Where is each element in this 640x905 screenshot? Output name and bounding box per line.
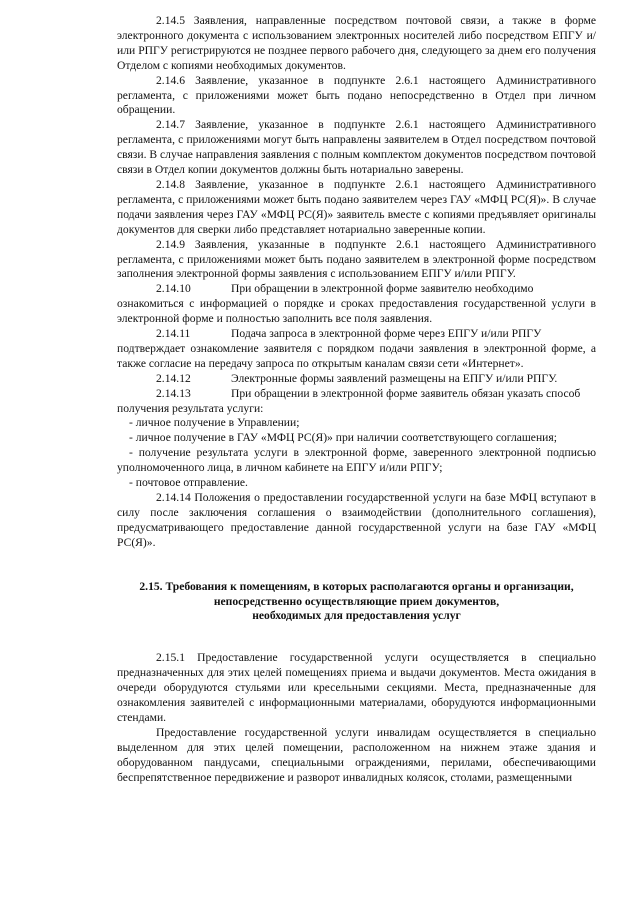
paragraph-2-14-10-continuation: ознакомиться с информацией о порядке и сроках предоставления государственной услуги в электронной форме и полностью заполнить все поля заявления. [117, 297, 596, 326]
paragraph-2-14-13-first-line [117, 387, 596, 402]
list-item: - почтовое отправление. [129, 476, 248, 490]
paragraph-text: При обращении в электронной форме заявитель обязан указать способ [231, 386, 581, 400]
paragraph-2-14-11-continuation: подтверждает ознакомление заявителя с порядком подачи заявления в электронной форме, а также согласие на передачу запроса по открытым каналам связи сети «Интернет». [117, 341, 596, 370]
list-item: - личное получение в ГАУ «МФЦ РС(Я)» при наличии соответствующего соглашения; [129, 431, 557, 445]
paragraph-number: 2.14.13 [156, 386, 191, 400]
heading-line: необходимых для предоставления услуг [252, 609, 461, 623]
paragraph-disabled-access: Предоставление государственной услуги инвалидам осуществляется в специально выделенном для этих целей помещении, расположенном на нижнем этаже здания и оборудованном пандусами, специальными ограждениями, перилами, обеспечивающими беспрепятственное передвижение и разворот инвалидных колясок, столами, размещенными [117, 725, 596, 784]
list-item: - получение результата услуги в электронной форме, заверенного электронной подписью уполномоченного лица, в личном кабинете на ЕПГУ и/или РПГУ; [117, 446, 596, 475]
paragraph-number: 2.14.10 [156, 282, 191, 296]
paragraph-2-14-7: 2.14.7 Заявление, указанное в подпункте 2.6.1 настоящего Административного регламента, с приложениями могут быть направлены заявителем в Отдел посредством почтовой связи. В случае направления заявления с полным комплектом документов посредством почтовой связи в Отдел копии документов должны быть нотариально заверены. [117, 118, 596, 177]
paragraph-2-14-6: 2.14.6 Заявление, указанное в подпункте 2.6.1 настоящего Административного регламента, с приложениями может быть подано непосредственно в Отдел при личном обращении. [117, 73, 596, 117]
paragraph-2-14-12 [117, 372, 596, 387]
heading-line: непосредственно осуществляющие прием документов, [213, 594, 500, 608]
paragraph-2-14-8: 2.14.8 Заявление, указанное в подпункте 2.6.1 настоящего Административного регламента, с приложениями может быть подано заявителем через ГАУ «МФЦ РС(Я)». В случае подачи заявления через ГАУ «МФЦ РС(Я)» заявитель вместе с копиями предъявляет оригиналы документов для сверки либо представляет нотариально заверенные копии. [117, 177, 596, 236]
paragraph-number: 2.14.11 [156, 327, 191, 341]
paragraph-2-14-11-first-line [117, 327, 596, 342]
paragraph-text: Подача запроса в электронной форме через ЕПГУ и/или РПГУ [231, 327, 542, 341]
heading-line: 2.15. Требования к помещениям, в которых располагаются органы и организации, [139, 579, 574, 593]
paragraph-2-14-14: 2.14.14 Положения о предоставлении государственной услуги на базе МФЦ вступают в силу после заключения соглашения о взаимодействии (дополнительного соглашения), предусматривающего предоставление данной государственной услуги на базе ГАУ «МФЦ РС(Я)». [117, 491, 596, 549]
paragraph-2-14-5: 2.14.5 Заявления, направленные посредством почтовой связи, а также в форме электронного документа с использованием электронных носителей либо посредством ЕПГУ и/или РПГУ регистрируются не позднее первого рабочего дня, следующего за днем его получения Отделом с копиями необходимых документов. [117, 14, 596, 72]
paragraph-text: При обращении в электронной форме заявителю необходимо [231, 282, 534, 296]
list-item: - личное получение в Управлении; [129, 416, 300, 430]
paragraph-number: 2.14.12 [156, 371, 191, 385]
paragraph-2-14-9: 2.14.9 Заявления, указанные в подпункте 2.6.1 настоящего Административного регламента, с приложениями может быть подано заявителем в электронной форме посредством заполнения электронной формы заявления с использованием ЕПГУ и/или РПГУ. [117, 237, 596, 281]
paragraph-text: Электронные формы заявлений размещены на ЕПГУ и/или РПГУ. [231, 371, 558, 385]
section-heading-2-15 [117, 580, 596, 625]
paragraph-2-15-1: 2.15.1 Предоставление государственной услуги осуществляется в специально предназначенных для этих целей помещениях приема и выдачи документов. Места ожидания в очереди оборудуются стульями или кресельными секциями. Места, предназначенные для ознакомления заявителей с информационными материалами, оборудуются информационными стендами. [117, 651, 596, 724]
paragraph-2-14-10-first-line [117, 282, 596, 297]
paragraph-2-14-13-continuation: получения результата услуги: [117, 401, 264, 415]
